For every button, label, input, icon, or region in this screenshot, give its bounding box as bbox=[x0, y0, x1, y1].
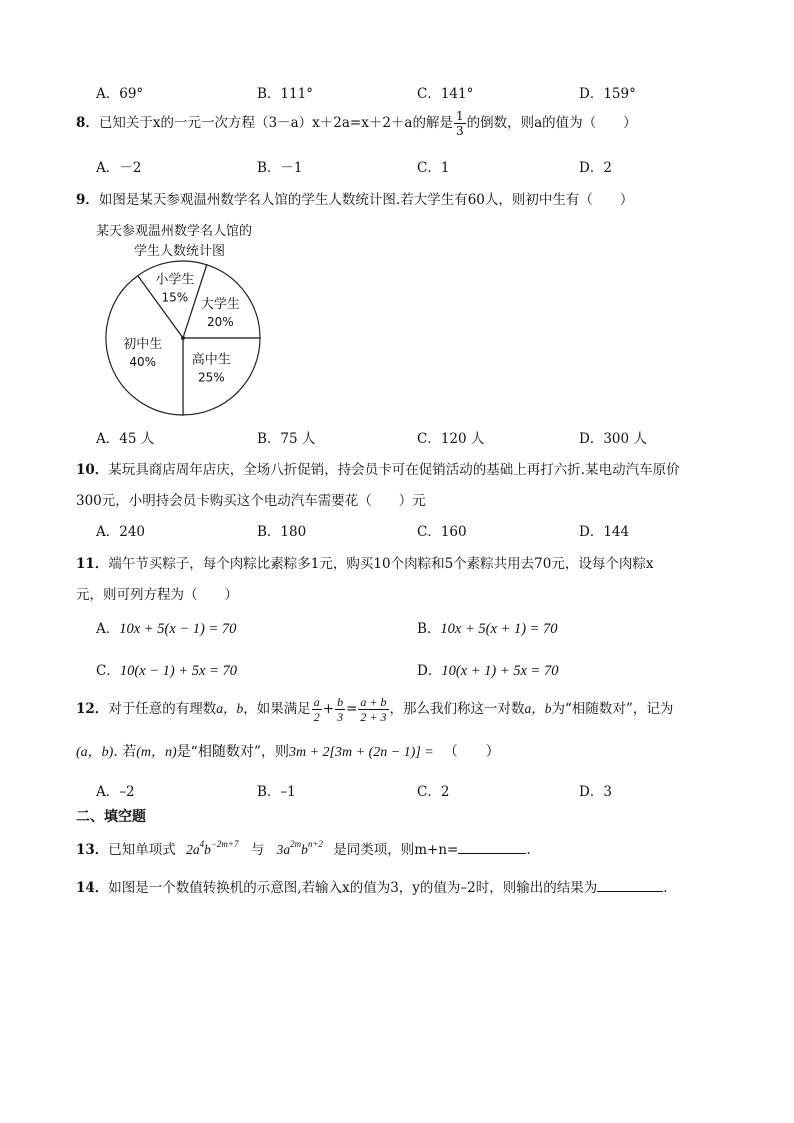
question-13: 13．已知单项式 $2a^4b^{-2m+7}$ 与 $3a^{2m}b^{n+2}$ 是同类项，则m+n= . bbox=[76, 839, 531, 858]
pie-value-label-3: 40% bbox=[129, 355, 157, 370]
q12-option-b[interactable]: B．–1 bbox=[257, 784, 296, 800]
q10-option-b[interactable]: B．180 bbox=[257, 524, 307, 540]
q10-option-a[interactable]: A．240 bbox=[96, 524, 146, 540]
question-8 bbox=[76, 110, 637, 137]
q12-option-d[interactable]: D．3 bbox=[579, 784, 612, 800]
question-number: 12． bbox=[76, 701, 109, 717]
q9-option-a[interactable]: A．45 人 bbox=[96, 431, 155, 447]
question-number: 9． bbox=[76, 192, 99, 208]
pie-value-label-0: 15% bbox=[161, 290, 189, 305]
pair-a-b: (a，b) bbox=[76, 745, 114, 760]
fraction-one-third: $\frac{1}{3}$ bbox=[455, 109, 464, 138]
monomial-1: $2a^4b^{-2m+7}$ bbox=[186, 839, 239, 857]
answer-blank[interactable] bbox=[597, 891, 663, 892]
q11-option-a[interactable]: A．10x + 5(x − 1) = 70 bbox=[96, 621, 237, 637]
vars-a-b-2: a，b bbox=[524, 701, 552, 716]
question-10-line-2: 300元，小明持会员卡购买这个电动汽车需要花（ ）元 bbox=[76, 493, 426, 509]
vars-a-b: a，b bbox=[216, 701, 244, 716]
question-14: 14．如图是一个数值转换机的示意图,若输入x的值为3，y的值为–2时，则输出的结果为 . bbox=[76, 880, 668, 896]
question-text: 已知关于x的一元一次方程（3－a）x＋2a=x＋2＋a的解是 bbox=[98, 115, 453, 131]
q8-option-b[interactable]: B．－1 bbox=[257, 160, 303, 176]
q10-option-d[interactable]: D．144 bbox=[579, 524, 630, 540]
q8-option-d[interactable]: D．2 bbox=[579, 160, 612, 176]
pie-chart bbox=[100, 258, 270, 418]
question-number: 14． bbox=[76, 880, 109, 896]
q8-option-c[interactable]: C．1 bbox=[417, 160, 450, 176]
pie-center-dot bbox=[181, 336, 185, 340]
q10-option-c[interactable]: C．160 bbox=[417, 524, 467, 540]
question-text-end: 的倒数，则a的值为（ ） bbox=[466, 115, 637, 131]
q12-option-a[interactable]: A．–2 bbox=[96, 784, 135, 800]
q7-option-c[interactable]: C．141° bbox=[417, 86, 474, 102]
q8-option-a[interactable]: A．－2 bbox=[96, 160, 142, 176]
expression: 3m + 2[3m + (2n − 1)] = bbox=[289, 745, 434, 760]
question-12-line-1: 12．对于任意的有理数a，b，如果满足 $\frac{a}{2}$ + $\frac{b}{3}$ = $\frac{a + b}{2 + 3}$ ，那么我们称这一对数a，b为“相随数对”，记为 bbox=[76, 695, 674, 724]
question-number: 10． bbox=[76, 462, 109, 478]
q7-option-d[interactable]: D．159° bbox=[579, 86, 636, 102]
q9-option-b[interactable]: B．75 人 bbox=[257, 431, 316, 447]
monomial-2: $3a^{2m}b^{n+2}$ bbox=[276, 839, 323, 857]
fraction-b-over-3: $\frac{b}{3}$ bbox=[337, 695, 344, 724]
question-number: 11． bbox=[76, 556, 109, 572]
fraction-a-over-2: $\frac{a}{2}$ bbox=[313, 695, 320, 724]
chart-title-line-1: 某天参观温州数学名人馆的 bbox=[96, 224, 253, 239]
question-11-line-1 bbox=[76, 552, 653, 572]
answer-blank[interactable] bbox=[458, 853, 526, 854]
q11-option-d[interactable]: D．10(x + 1) + 5x = 70 bbox=[417, 663, 559, 679]
question-11-line-2: 元，则可列方程为（ ） bbox=[76, 587, 238, 603]
chart-title-line-2: 学生人数统计图 bbox=[134, 244, 226, 259]
q12-option-c[interactable]: C．2 bbox=[417, 784, 450, 800]
pie-label-3: 初中生 bbox=[123, 337, 163, 353]
pie-value-label-2: 25% bbox=[197, 370, 225, 385]
question-9 bbox=[76, 188, 633, 208]
question-12-line-2: (a，b). 若(m，n)是“相随数对”，则3m + 2[3m + (2n − 1)] = （ ） bbox=[76, 744, 500, 760]
q11-option-c[interactable]: C．10(x − 1) + 5x = 70 bbox=[96, 663, 237, 679]
q7-option-a[interactable]: A．69° bbox=[96, 86, 144, 102]
pie-label-1: 大学生 bbox=[200, 296, 240, 312]
question-text: 端午节买粽子，每个肉粽比素粽多1元，购买10个肉粽和5个素粽共用去70元，设每个肉粽x bbox=[108, 556, 654, 572]
pie-value-label-1: 20% bbox=[207, 314, 234, 329]
q9-option-c[interactable]: C．120 人 bbox=[417, 431, 485, 447]
question-number: 13． bbox=[76, 842, 109, 858]
q9-option-d[interactable]: D．300 人 bbox=[579, 431, 647, 447]
pie-label-0: 小学生 bbox=[155, 272, 195, 288]
question-10-line-1 bbox=[76, 458, 680, 478]
pie-label-2: 高中生 bbox=[191, 352, 231, 368]
question-text: 如图是某天参观温州数学名人馆的学生人数统计图.若大学生有60人，则初中生有（ ） bbox=[98, 192, 634, 208]
q7-option-b[interactable]: B．111° bbox=[257, 86, 313, 102]
question-text: 某玩具商店周年店庆，全场八折促销，持会员卡可在促销活动的基础上再打六折.某电动汽车原价 bbox=[108, 462, 680, 478]
fraction-sum: $\frac{a + b}{2 + 3}$ bbox=[360, 695, 387, 724]
question-number: 8． bbox=[76, 115, 99, 131]
q11-option-b[interactable]: B．10x + 5(x + 1) = 70 bbox=[417, 621, 558, 637]
section-heading-fill-in: 二、填空题 bbox=[76, 809, 146, 825]
pair-m-n: (m，n) bbox=[136, 745, 177, 760]
